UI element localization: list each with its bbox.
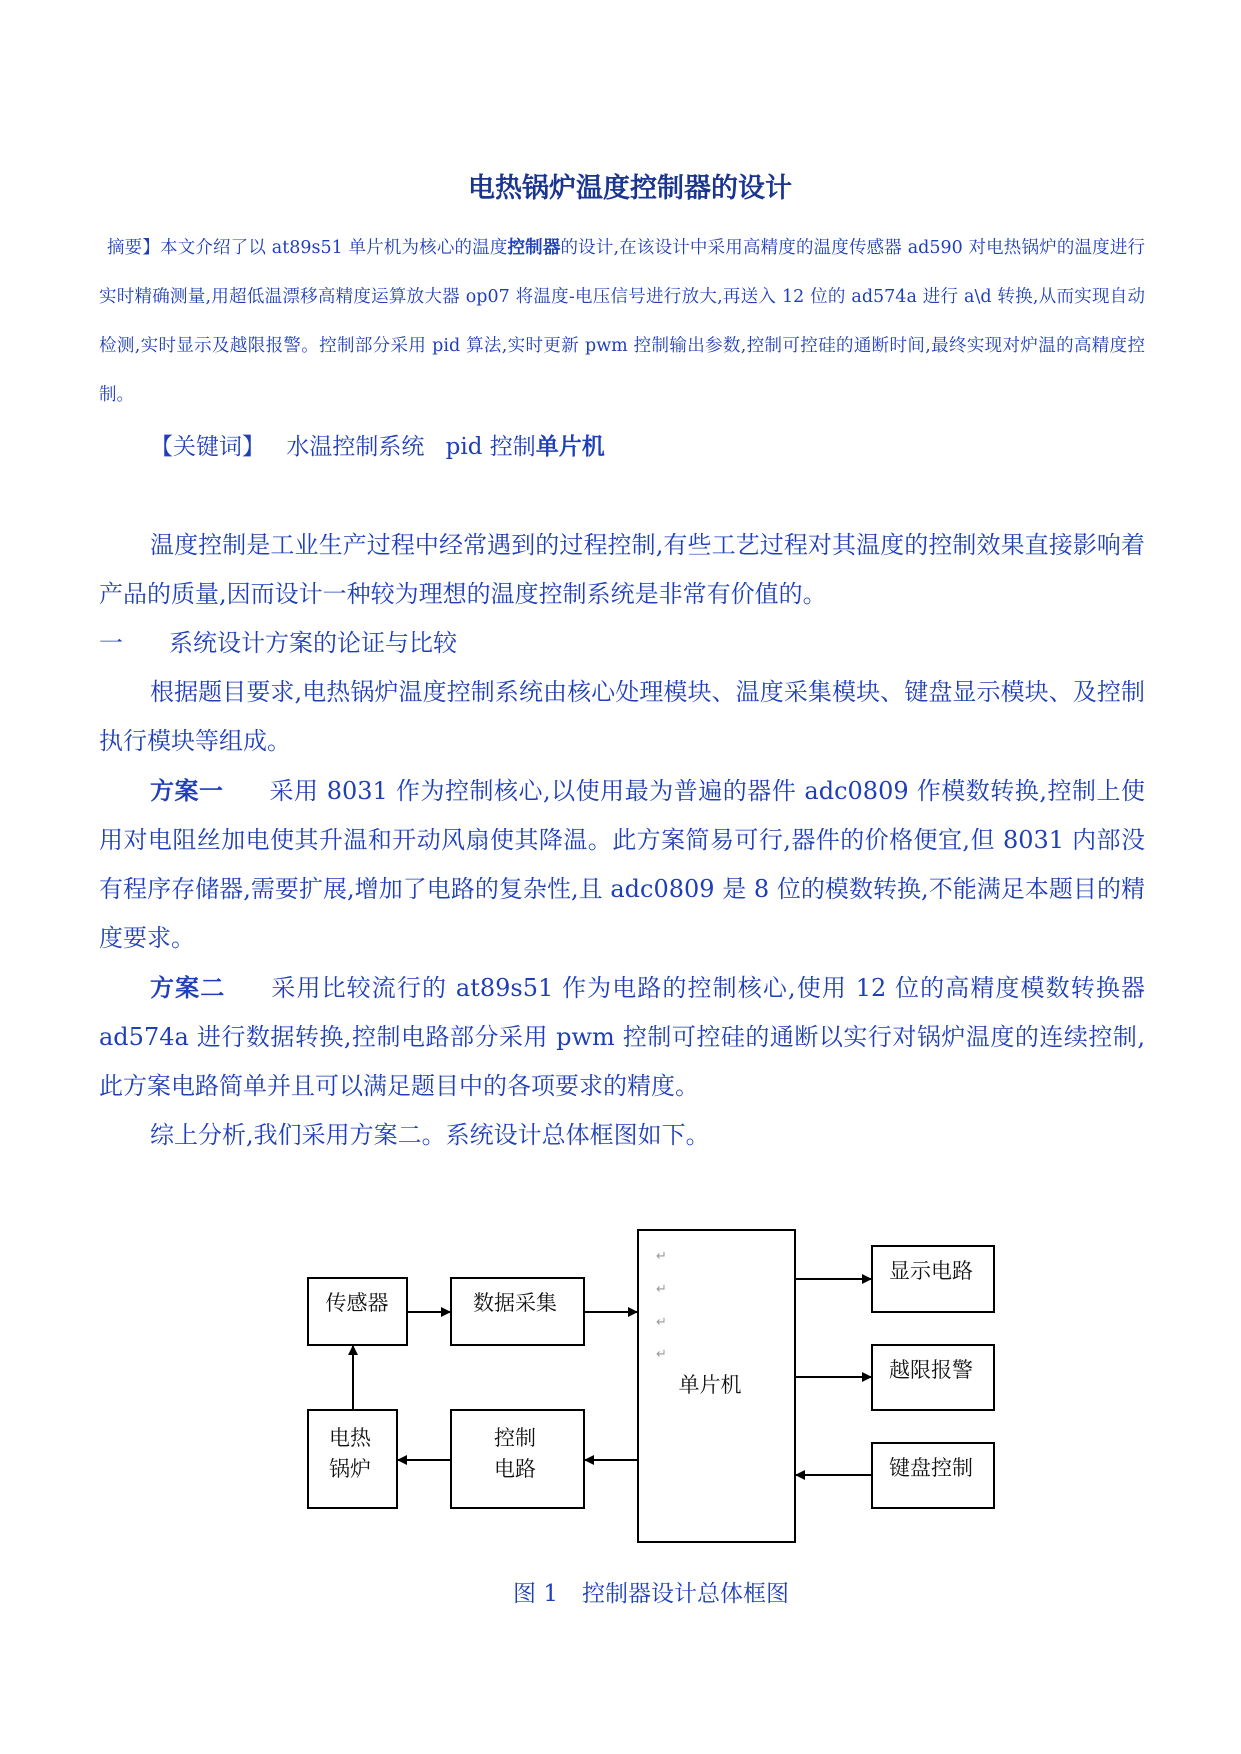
- paragraph: 根据题目要求,电热锅炉温度控制系统由核心处理模块、温度采集模块、键盘显示模块、及控制执行模块等组成。: [99, 678, 1145, 755]
- abstract-bold-term: 控制器: [507, 238, 561, 258]
- figure-caption: [0, 1574, 1241, 1614]
- paragraph: 综上分析,我们采用方案二。系统设计总体框图如下。: [150, 1121, 710, 1149]
- label-display: 显示电路: [889, 1259, 973, 1283]
- abstract-text: 摘要】本文介绍了以 at89s51 单片机为核心的温度: [107, 238, 508, 258]
- return-mark: ↵: [656, 1282, 667, 1297]
- keywords-label: 【关键词】: [150, 434, 265, 460]
- return-mark: ↵: [656, 1347, 667, 1362]
- label-keyboard: 键盘控制: [889, 1456, 973, 1480]
- label-mcu: 单片机: [678, 1373, 742, 1397]
- return-mark: ↵: [656, 1249, 667, 1264]
- keyword: 水温控制系统: [286, 434, 425, 460]
- label-acquisition: 数据采集: [473, 1291, 557, 1315]
- figure-number: 图 1: [513, 1581, 558, 1607]
- scheme-label: 方案一: [150, 776, 224, 805]
- block-diagram: [0, 1200, 1241, 1570]
- paragraph: [99, 766, 1145, 963]
- label-control-line2: 电路: [494, 1457, 536, 1481]
- label-alarm: 越限报警: [889, 1358, 973, 1382]
- section-number: 一: [99, 629, 123, 657]
- paragraph: [99, 963, 1145, 1111]
- label-control-line1: 控制: [494, 1426, 536, 1450]
- scheme-label: 方案二: [150, 973, 226, 1002]
- abstract-text-cont: 的设计,在该设计中采用高精度的温度传感器 ad590 对电热锅炉的温度进行实时精确测量,用超低温漂移高精度运算放大器 op07 将温度-电压信号进行放大,再送入 12 位的 ad574a 进行 a\d 转换,从而实现自动检测,实时显示及越限报警。控制部分采用 pid 算法,实时更新 pwm 控制输出参数,控制可控硅的通断时间,最终实现对炉温的高精度控制。: [99, 238, 1145, 405]
- abstract: [99, 224, 1145, 420]
- scheme-text: 采用 8031 作为控制核心,以使用最为普遍的器件 adc0809 作模数转换,控制上使用对电阻丝加电使其升温和开动风扇使其降温。此方案简易可行,器件的价格便宜,但 8031 内部没有程序存储器,需要扩展,增加了电路的复杂性,且 adc0809 是 8 位的模数转换,不能满足本题目的精度要求。: [99, 777, 1146, 952]
- scheme-text: 采用比较流行的 at89s51 作为电路的控制核心,使用 12 位的高精度模数转换器 ad574a 进行数据转换,控制电路部分采用 pwm 控制可控硅的通断以实行对锅炉温度的连续控制,此方案电路简单并且可以满足题目中的各项要求的精度。: [99, 974, 1146, 1100]
- keywords: [150, 422, 605, 472]
- document-title: 电热锅炉温度控制器的设计: [468, 173, 792, 204]
- keyword-bold: 单片机: [535, 433, 605, 460]
- label-boiler-line2: 锅炉: [329, 1457, 371, 1481]
- paragraph: 温度控制是工业生产过程中经常遇到的过程控制,有些工艺过程对其温度的控制效果直接影响着产品的质量,因而设计一种较为理想的温度控制系统是非常有价值的。: [99, 531, 1145, 608]
- label-sensor: 传感器: [325, 1291, 389, 1315]
- return-mark: ↵: [656, 1315, 667, 1330]
- label-boiler-line1: 电热: [329, 1426, 371, 1450]
- figure-title: 控制器设计总体框图: [581, 1581, 789, 1607]
- section-heading: [99, 619, 1145, 668]
- body-text: [99, 521, 1145, 1160]
- section-title: 系统设计方案的论证与比较: [169, 629, 457, 657]
- keyword: pid 控制: [445, 434, 536, 460]
